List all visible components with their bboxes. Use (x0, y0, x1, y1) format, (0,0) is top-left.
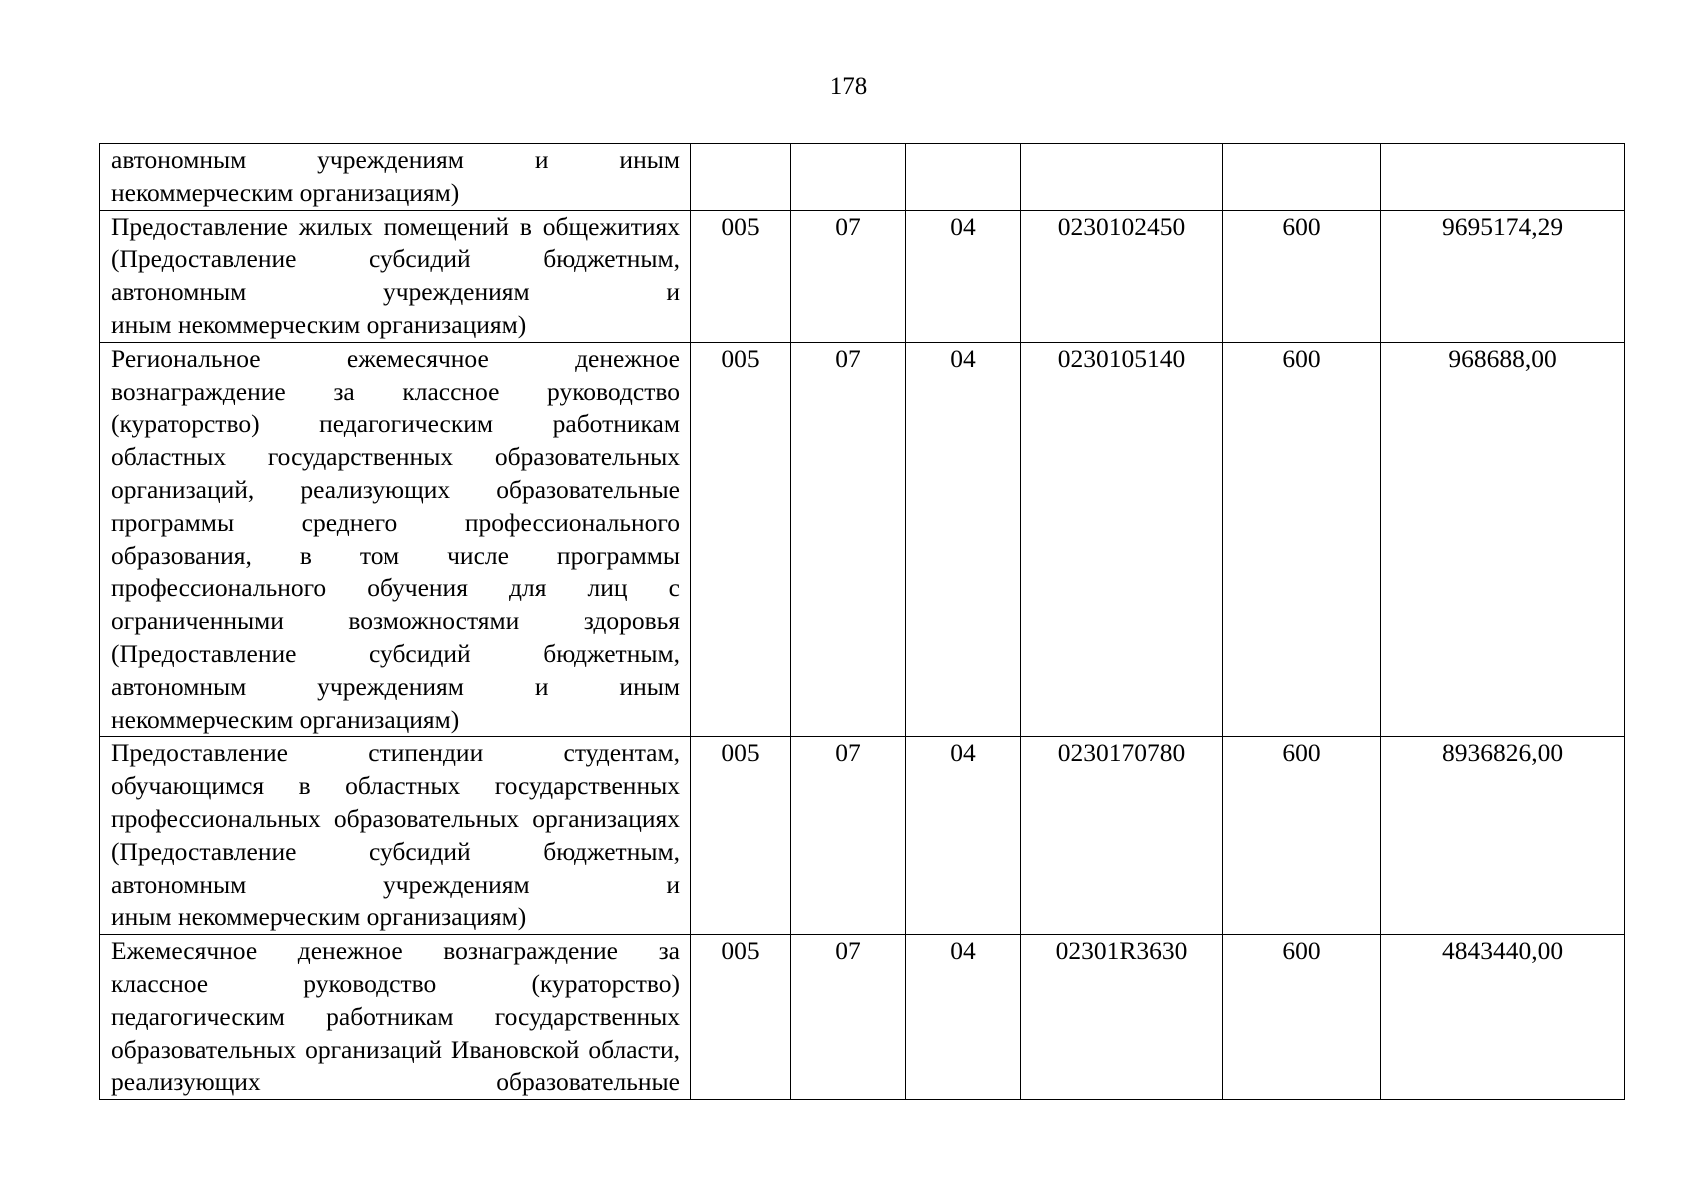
description-line: организациях (Предоставление субсидий (111, 803, 681, 866)
description-line: Предоставление стипендии студентам, (111, 738, 680, 768)
amount-cell: 968688,00 (1381, 342, 1625, 737)
description-line: за классное руководство (кураторство) (111, 936, 680, 998)
target-article-cell: 02301R3630 (1021, 935, 1223, 1100)
description-line: бюджетным, автономным учреждениям и (111, 836, 680, 899)
expense-description-cell (100, 342, 691, 737)
table-body (100, 144, 1625, 1100)
expense-description-cell (100, 210, 691, 342)
expense-type-cell: 600 (1223, 935, 1381, 1100)
ministry-code-cell: 005 (691, 737, 791, 935)
description-line: Региональное ежемесячное денежное (111, 343, 680, 373)
description-line: автономным учреждениям и иным (111, 671, 680, 701)
description-line: общежитиях (Предоставление субсидий (111, 211, 680, 274)
amount-cell (1381, 144, 1625, 211)
description-line: иным некоммерческим организациям) (111, 309, 527, 339)
target-article-cell: 0230105140 (1021, 342, 1223, 737)
table-row (100, 935, 1625, 1100)
description-line: некоммерческим организациям) (111, 177, 460, 207)
expense-description-cell (100, 935, 691, 1100)
description-line: вознаграждение за классное руководство (111, 376, 680, 406)
section-code-cell: 07 (791, 342, 906, 737)
description-line: программы среднего профессионального (111, 507, 680, 537)
amount-cell: 9695174,29 (1381, 210, 1625, 342)
description-line: автономным учреждениям и иным (111, 145, 680, 174)
page-number: 178 (829, 73, 868, 100)
ministry-code-cell (691, 144, 791, 211)
amount-cell: 4843440,00 (1381, 935, 1625, 1100)
section-code-cell: 07 (791, 935, 906, 1100)
subsection-code-cell: 04 (906, 342, 1021, 737)
description-line: области, реализующих образовательные (111, 1034, 680, 1097)
subsection-code-cell (906, 144, 1021, 211)
subsection-code-cell: 04 (906, 210, 1021, 342)
amount-cell: 8936826,00 (1381, 737, 1625, 935)
ministry-code-cell: 005 (691, 342, 791, 737)
description-line: профессионального обучения для лиц с (111, 573, 680, 603)
description-line: некоммерческим организациям) (111, 704, 460, 734)
section-code-cell: 07 (791, 210, 906, 342)
description-line: Предоставление жилых помещений в (111, 211, 532, 241)
description-line: иным некоммерческим организациям) (111, 902, 527, 932)
description-line: (кураторство) педагогическим работникам (111, 409, 680, 439)
target-article-cell: 0230102450 (1021, 210, 1223, 342)
description-line: образовательных организаций Ивановской (111, 1034, 580, 1064)
expense-type-cell: 600 (1223, 342, 1381, 737)
section-code-cell (791, 144, 906, 211)
description-line: бюджетным, автономным учреждениям и (111, 244, 680, 307)
expense-description-cell (100, 737, 691, 935)
description-line: ограниченными возможностями здоровья (111, 606, 680, 636)
ministry-code-cell: 005 (691, 210, 791, 342)
table-row (100, 210, 1625, 342)
expense-description-cell (100, 144, 691, 211)
description-line: организаций, реализующих образовательные (111, 474, 680, 504)
budget-table (99, 143, 1625, 1100)
description-line: профессиональных образовательных (111, 803, 520, 833)
description-line: обучающимся в областных государственных (111, 771, 680, 801)
description-line: областных государственных образовательных (111, 442, 680, 472)
subsection-code-cell: 04 (906, 737, 1021, 935)
subsection-code-cell: 04 (906, 935, 1021, 1100)
ministry-code-cell: 005 (691, 935, 791, 1100)
description-line: педагогическим работникам государственных (111, 1001, 680, 1031)
table-row (100, 144, 1625, 211)
section-code-cell: 07 (791, 737, 906, 935)
expense-type-cell: 600 (1223, 737, 1381, 935)
description-line: Ежемесячное денежное вознаграждение (111, 936, 618, 966)
expense-type-cell (1223, 144, 1381, 211)
description-line: (Предоставление субсидий бюджетным, (111, 638, 680, 668)
table-row (100, 737, 1625, 935)
target-article-cell: 0230170780 (1021, 737, 1223, 935)
target-article-cell (1021, 144, 1223, 211)
description-line: образования, в том числе программы (111, 540, 680, 570)
table-row (100, 342, 1625, 737)
expense-type-cell: 600 (1223, 210, 1381, 342)
